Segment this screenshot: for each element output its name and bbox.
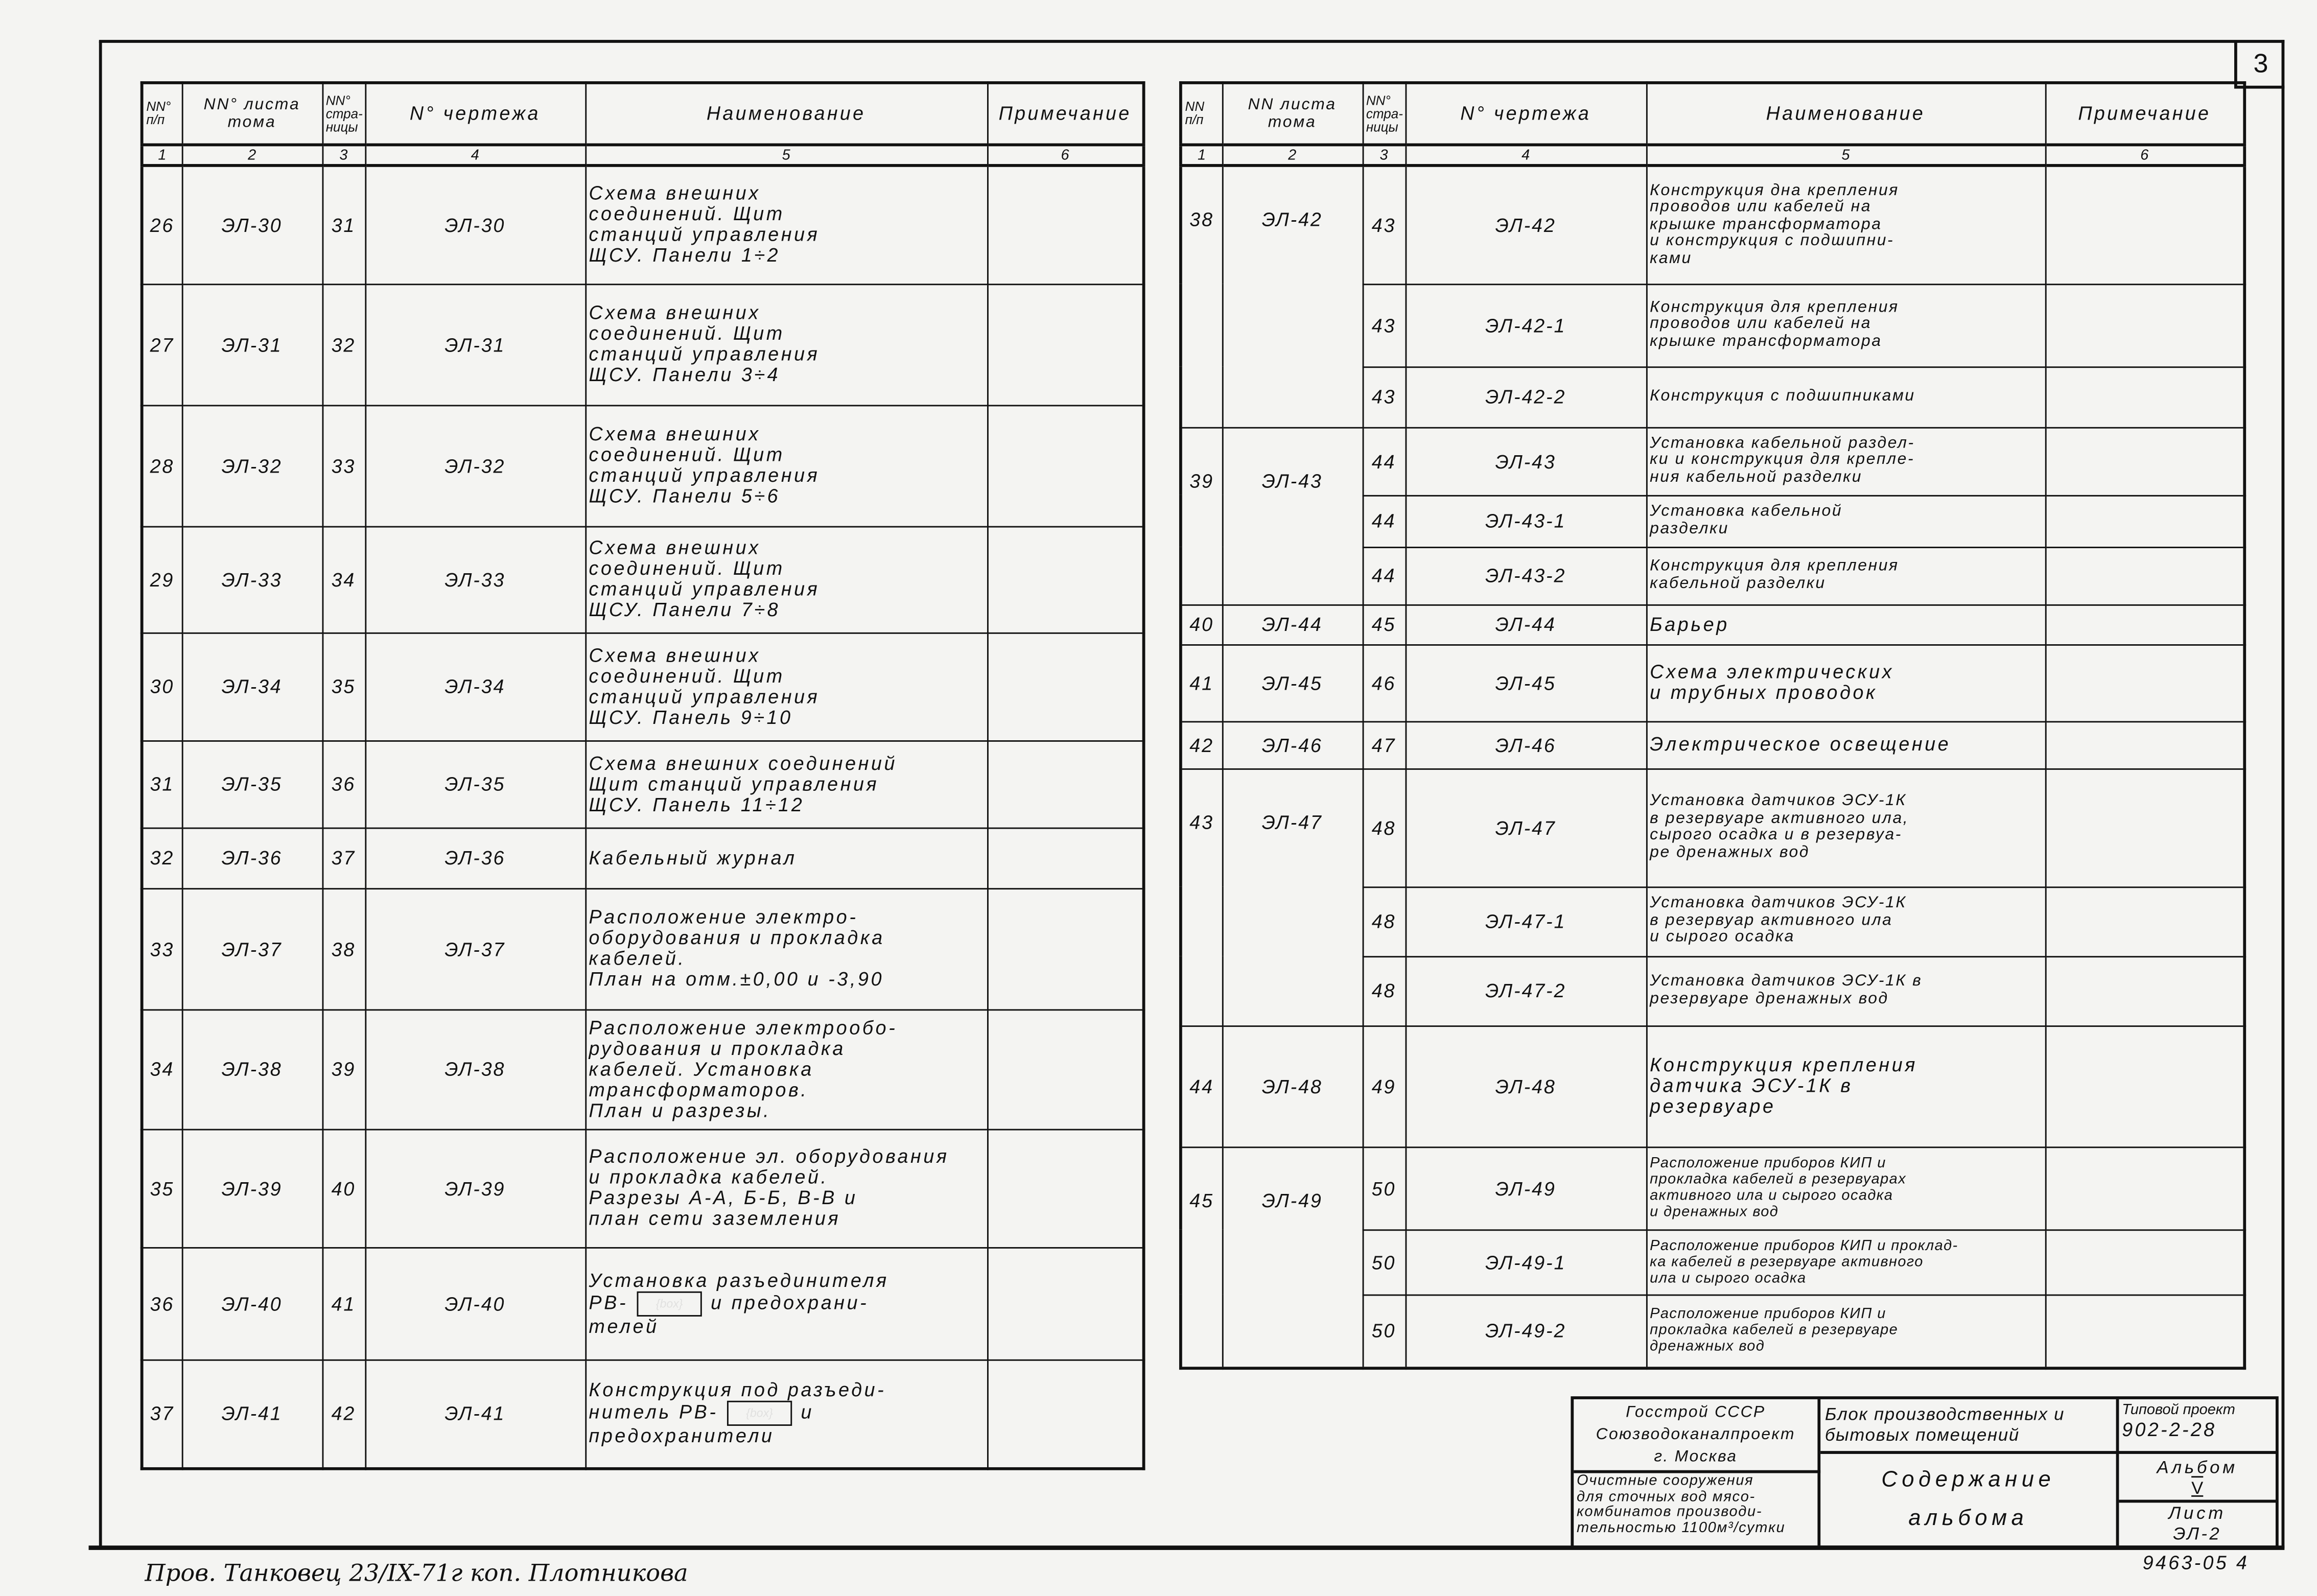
drawing-number: ЭЛ-44 (1405, 604, 1646, 644)
table-row (142, 740, 1144, 828)
drawing-number: ЭЛ-31 (365, 284, 585, 405)
page-number: 48 (1363, 956, 1406, 1025)
note (2045, 768, 2244, 886)
album-label: Альбом (2157, 1457, 2238, 1478)
volume-sheet: ЭЛ-34 (182, 632, 322, 740)
header-row-number: NN п/п (1181, 83, 1222, 145)
note (2045, 427, 2244, 495)
item-name: Схема внешних соединений. Щит станций управления ЩСУ. Панели 5÷6 (585, 405, 987, 526)
row-number: 30 (142, 632, 182, 740)
volume-sheet: ЭЛ-39 (182, 1129, 322, 1247)
column-number: 6 (987, 145, 1144, 165)
note (987, 888, 1144, 1009)
item-name: Конструкция для крепления кабельной разделки (1646, 547, 2045, 604)
volume-sheet: ЭЛ-49 (1222, 1146, 1363, 1368)
page-number: 48 (1363, 886, 1406, 956)
sheet-title-text: Содержание альбома (1881, 1467, 2055, 1531)
page-number: 43 (1363, 284, 1406, 366)
project-label: Типовой проект (2122, 1402, 2235, 1419)
page-number: 34 (322, 526, 365, 632)
title-object (1574, 1473, 1820, 1546)
note (2045, 284, 2244, 366)
item-name: Установка кабельной разделки (1646, 495, 2045, 547)
sheet-code: ЭЛ-2 (2173, 1523, 2221, 1544)
note (987, 1009, 1144, 1129)
volume-sheet: ЭЛ-30 (182, 166, 322, 284)
column-number: 1 (142, 145, 182, 165)
volume-sheet: ЭЛ-31 (182, 284, 322, 405)
drawing-number: ЭЛ-37 (365, 888, 585, 1009)
document-code: 9463-05 4 (2142, 1551, 2250, 1574)
column-number: 3 (1363, 145, 1406, 165)
volume-sheet: ЭЛ-43 (1222, 427, 1363, 604)
note (987, 1247, 1144, 1359)
title-org (1574, 1399, 1820, 1473)
table-row (142, 166, 1144, 284)
column-number: 5 (1646, 145, 2045, 165)
drawing-number: ЭЛ-49-2 (1405, 1295, 1646, 1369)
item-name: Барьер (1646, 604, 2045, 644)
header-note: Примечание (987, 83, 1144, 145)
page-number: 32 (322, 284, 365, 405)
page-number: 43 (1363, 166, 1406, 284)
note (987, 284, 1144, 405)
organization-text: Госстрой СССР Союзводоканалпроект г. Москва (1596, 1403, 1795, 1466)
header-volume-sheet: NN° листа тома (182, 83, 322, 145)
page-number: 50 (1363, 1229, 1406, 1294)
title-sheet (2119, 1503, 2276, 1545)
column-number: 2 (1222, 145, 1363, 165)
drawing-number: ЭЛ-47-1 (1405, 886, 1646, 956)
contents-table-right (1179, 81, 2246, 1370)
item-name: Установка разъединителя РВ- {box} и предохрани- телей (585, 1247, 987, 1359)
header-page: NN° стра-ницы (1363, 83, 1406, 145)
item-name: Установка кабельной раздел- ки и конструкция для крепле- ния кабельной разделки (1646, 427, 2045, 495)
note (987, 740, 1144, 828)
row-number: 37 (142, 1359, 182, 1469)
drawing-number: ЭЛ-49 (1405, 1146, 1646, 1229)
volume-sheet: ЭЛ-42 (1222, 166, 1363, 427)
column-number: 6 (2045, 145, 2244, 165)
item-name: Конструкция с подшипниками (1646, 366, 2045, 427)
table-row (1181, 427, 2244, 495)
volume-sheet: ЭЛ-40 (182, 1247, 322, 1359)
sheet-number: 3 (2234, 41, 2284, 89)
item-name: Схема внешних соединений. Щит станций управления ЩСУ. Панели 3÷4 (585, 284, 987, 405)
page-number: 44 (1363, 495, 1406, 547)
row-number: 29 (142, 526, 182, 632)
item-name: Расположение эл. оборудования и прокладка кабелей. Разрезы А-А, Б-Б, В-В и план сети заземления (585, 1129, 987, 1247)
page-number: 50 (1363, 1295, 1406, 1369)
header-name: Наименование (1646, 83, 2045, 145)
drawing-number: ЭЛ-42-1 (1405, 284, 1646, 366)
table-row (1181, 644, 2244, 721)
drawing-number: ЭЛ-47-2 (1405, 956, 1646, 1025)
checker-signature: Пров. Танковец 23/IX-71г коп. Плотникова (145, 1559, 688, 1587)
table-row (142, 1247, 1144, 1359)
note (987, 1129, 1144, 1247)
row-number: 44 (1181, 1025, 1222, 1146)
note (987, 166, 1144, 284)
title-project (2119, 1399, 2276, 1454)
row-number: 33 (142, 888, 182, 1009)
page-number: 44 (1363, 427, 1406, 495)
page-number: 38 (322, 888, 365, 1009)
title-sheet-title (1820, 1454, 2119, 1545)
table-row (1181, 721, 2244, 768)
drawing-number: ЭЛ-48 (1405, 1025, 1646, 1146)
note (987, 526, 1144, 632)
row-number: 38 (1181, 166, 1222, 427)
drawing-number: ЭЛ-32 (365, 405, 585, 526)
frame-border-left (99, 41, 102, 1548)
frame-border-top (99, 40, 2285, 43)
note (2045, 495, 2244, 547)
volume-sheet: ЭЛ-41 (182, 1359, 322, 1469)
drawing-number: ЭЛ-43-1 (1405, 495, 1646, 547)
drawing-number: ЭЛ-49-1 (1405, 1229, 1646, 1294)
row-number: 45 (1181, 1146, 1222, 1368)
item-name: Конструкция под разъеди- нитель РВ- {box} и предохранители (585, 1359, 987, 1469)
drawing-number: ЭЛ-47 (1405, 768, 1646, 886)
volume-sheet: ЭЛ-45 (1222, 644, 1363, 721)
blank-field-box: {box} (727, 1401, 792, 1426)
page-number: 47 (1363, 721, 1406, 768)
item-name: Схема электрических и трубных проводок (1646, 644, 2045, 721)
item-name: Электрическое освещение (1646, 721, 2045, 768)
item-name: Схема внешних соединений. Щит станций управления ЩСУ. Панель 9÷10 (585, 632, 987, 740)
drawing-number: ЭЛ-41 (365, 1359, 585, 1469)
row-number: 35 (142, 1129, 182, 1247)
note (2045, 644, 2244, 721)
page-number: 41 (322, 1247, 365, 1359)
table-row (142, 405, 1144, 526)
row-number: 32 (142, 828, 182, 888)
volume-sheet: ЭЛ-37 (182, 888, 322, 1009)
drawing-number: ЭЛ-34 (365, 632, 585, 740)
item-name: Расположение электро- оборудования и прокладка кабелей. План на отм.±0,00 и -3,90 (585, 888, 987, 1009)
note (2045, 1229, 2244, 1294)
page-number: 35 (322, 632, 365, 740)
table-row (1181, 166, 2244, 284)
item-name: Установка датчиков ЭСУ-1К в резервуаре дренажных вод (1646, 956, 2045, 1025)
item-name: Конструкция для крепления проводов или кабелей на крышке трансформатора (1646, 284, 2045, 366)
table-row (1181, 1025, 2244, 1146)
table-row (1181, 768, 2244, 886)
row-number: 26 (142, 166, 182, 284)
item-name: Расположение электрообо- рудования и прокладка кабелей. Установка трансформаторов. План и разрезы. (585, 1009, 987, 1129)
item-name: Кабельный журнал (585, 828, 987, 888)
table-row (1181, 604, 2244, 644)
note (2045, 956, 2244, 1025)
header-drawing-number: N° чертежа (365, 83, 585, 145)
note (987, 828, 1144, 888)
header-name: Наименование (585, 83, 987, 145)
volume-sheet: ЭЛ-36 (182, 828, 322, 888)
drawing-number: ЭЛ-42 (1405, 166, 1646, 284)
project-number: 902-2-28 (2122, 1418, 2217, 1441)
page-number: 49 (1363, 1025, 1406, 1146)
page-number: 50 (1363, 1146, 1406, 1229)
page-number: 37 (322, 828, 365, 888)
row-number: 41 (1181, 644, 1222, 721)
page-number: 44 (1363, 547, 1406, 604)
note (2045, 1295, 2244, 1369)
drawing-number: ЭЛ-36 (365, 828, 585, 888)
row-number: 42 (1181, 721, 1222, 768)
volume-sheet: ЭЛ-32 (182, 405, 322, 526)
note (2045, 1146, 2244, 1229)
row-number: 43 (1181, 768, 1222, 1025)
table-row (142, 1009, 1144, 1129)
volume-sheet: ЭЛ-33 (182, 526, 322, 632)
page-number: 31 (322, 166, 365, 284)
note (2045, 366, 2244, 427)
item-name: Схема внешних соединений. Щит станций управления ЩСУ. Панели 1÷2 (585, 166, 987, 284)
row-number: 27 (142, 284, 182, 405)
note (2045, 547, 2244, 604)
drawing-number: ЭЛ-33 (365, 526, 585, 632)
note (2045, 721, 2244, 768)
header-page: NN° стра-ницы (322, 83, 365, 145)
page-number: 48 (1363, 768, 1406, 886)
page-number: 43 (1363, 366, 1406, 427)
note (987, 405, 1144, 526)
page-number: 46 (1363, 644, 1406, 721)
sheet-label: Лист (2168, 1503, 2226, 1523)
row-number: 39 (1181, 427, 1222, 604)
item-name: Расположение приборов КИП и прокладка кабелей в резервуарах активного ила и сырого осадка и дренажных вод (1646, 1146, 2045, 1229)
table-row (142, 632, 1144, 740)
drawing-number: ЭЛ-39 (365, 1129, 585, 1247)
item-name: Установка датчиков ЭСУ-1К в резервуаре активного ила, сырого осадка и в резервуа- ре дренажных вод (1646, 768, 2045, 886)
column-number: 4 (1405, 145, 1646, 165)
item-name: Расположение приборов КИП и проклад- ка кабелей в резервуаре активного ила и сырого осадка (1646, 1229, 2045, 1294)
page-number: 45 (1363, 604, 1406, 644)
table-row (142, 888, 1144, 1009)
item-name: Расположение приборов КИП и прокладка кабелей в резервуаре дренажных вод (1646, 1295, 2045, 1369)
album-number: V (2191, 1477, 2204, 1498)
row-number: 34 (142, 1009, 182, 1129)
drawing-number: ЭЛ-35 (365, 740, 585, 828)
drawing-number: ЭЛ-30 (365, 166, 585, 284)
drawing-number: ЭЛ-40 (365, 1247, 585, 1359)
column-number: 3 (322, 145, 365, 165)
column-number: 4 (365, 145, 585, 165)
table-row (142, 1359, 1144, 1469)
page-number: 42 (322, 1359, 365, 1469)
header-drawing-number: N° чертежа (1405, 83, 1646, 145)
title-building-block (1820, 1399, 2119, 1454)
table-row (142, 828, 1144, 888)
item-name: Конструкция крепления датчика ЭСУ-1К в резервуаре (1646, 1025, 2045, 1146)
page-number: 36 (322, 740, 365, 828)
page-number: 40 (322, 1129, 365, 1247)
drawing-number: ЭЛ-45 (1405, 644, 1646, 721)
column-number: 1 (1181, 145, 1222, 165)
note (2045, 1025, 2244, 1146)
drawing-number: ЭЛ-43-2 (1405, 547, 1646, 604)
note (2045, 604, 2244, 644)
drawing-number: ЭЛ-43 (1405, 427, 1646, 495)
frame-border-right (2282, 40, 2285, 1548)
item-name: Установка датчиков ЭСУ-1К в резервуар активного ила и сырого осадка (1646, 886, 2045, 956)
volume-sheet: ЭЛ-35 (182, 740, 322, 828)
column-number: 2 (182, 145, 322, 165)
volume-sheet: ЭЛ-47 (1222, 768, 1363, 1025)
table-row (142, 284, 1144, 405)
page-number: 39 (322, 1009, 365, 1129)
blank-field-box: {box} (637, 1290, 701, 1316)
table-row (1181, 1146, 2244, 1229)
row-number: 28 (142, 405, 182, 526)
note (987, 632, 1144, 740)
drawing-number: ЭЛ-42-2 (1405, 366, 1646, 427)
note (987, 1359, 1144, 1469)
drawing-number: ЭЛ-38 (365, 1009, 585, 1129)
header-row-number: NN° п/п (142, 83, 182, 145)
building-block-text: Блок производственных и бытовых помещений (1824, 1403, 2065, 1445)
item-name: Схема внешних соединений. Щит станций управления ЩСУ. Панели 7÷8 (585, 526, 987, 632)
volume-sheet: ЭЛ-48 (1222, 1025, 1363, 1146)
volume-sheet: ЭЛ-44 (1222, 604, 1363, 644)
row-number: 31 (142, 740, 182, 828)
row-number: 36 (142, 1247, 182, 1359)
page-number: 33 (322, 405, 365, 526)
item-name: Схема внешних соединений Щит станций управления ЩСУ. Панель 11÷12 (585, 740, 987, 828)
volume-sheet: ЭЛ-38 (182, 1009, 322, 1129)
table-row (142, 1129, 1144, 1247)
note (2045, 886, 2244, 956)
drawing-number: ЭЛ-46 (1405, 721, 1646, 768)
title-album (2119, 1454, 2276, 1503)
contents-table-left (141, 81, 1145, 1470)
item-name: Конструкция дна крепления проводов или кабелей на крышке трансформатора и конструкция с подшипни- ками (1646, 166, 2045, 284)
title-block (1571, 1396, 2278, 1548)
row-number: 40 (1181, 604, 1222, 644)
note (2045, 166, 2244, 284)
column-number: 5 (585, 145, 987, 165)
table-row (142, 526, 1144, 632)
header-note: Примечание (2045, 83, 2244, 145)
object-text: Очистные сооружения для сточных вод мясо- комбинатов производи- тельностью 1100м³/сутки (1576, 1473, 1786, 1536)
header-volume-sheet: NN листа тома (1222, 83, 1363, 145)
volume-sheet: ЭЛ-46 (1222, 721, 1363, 768)
